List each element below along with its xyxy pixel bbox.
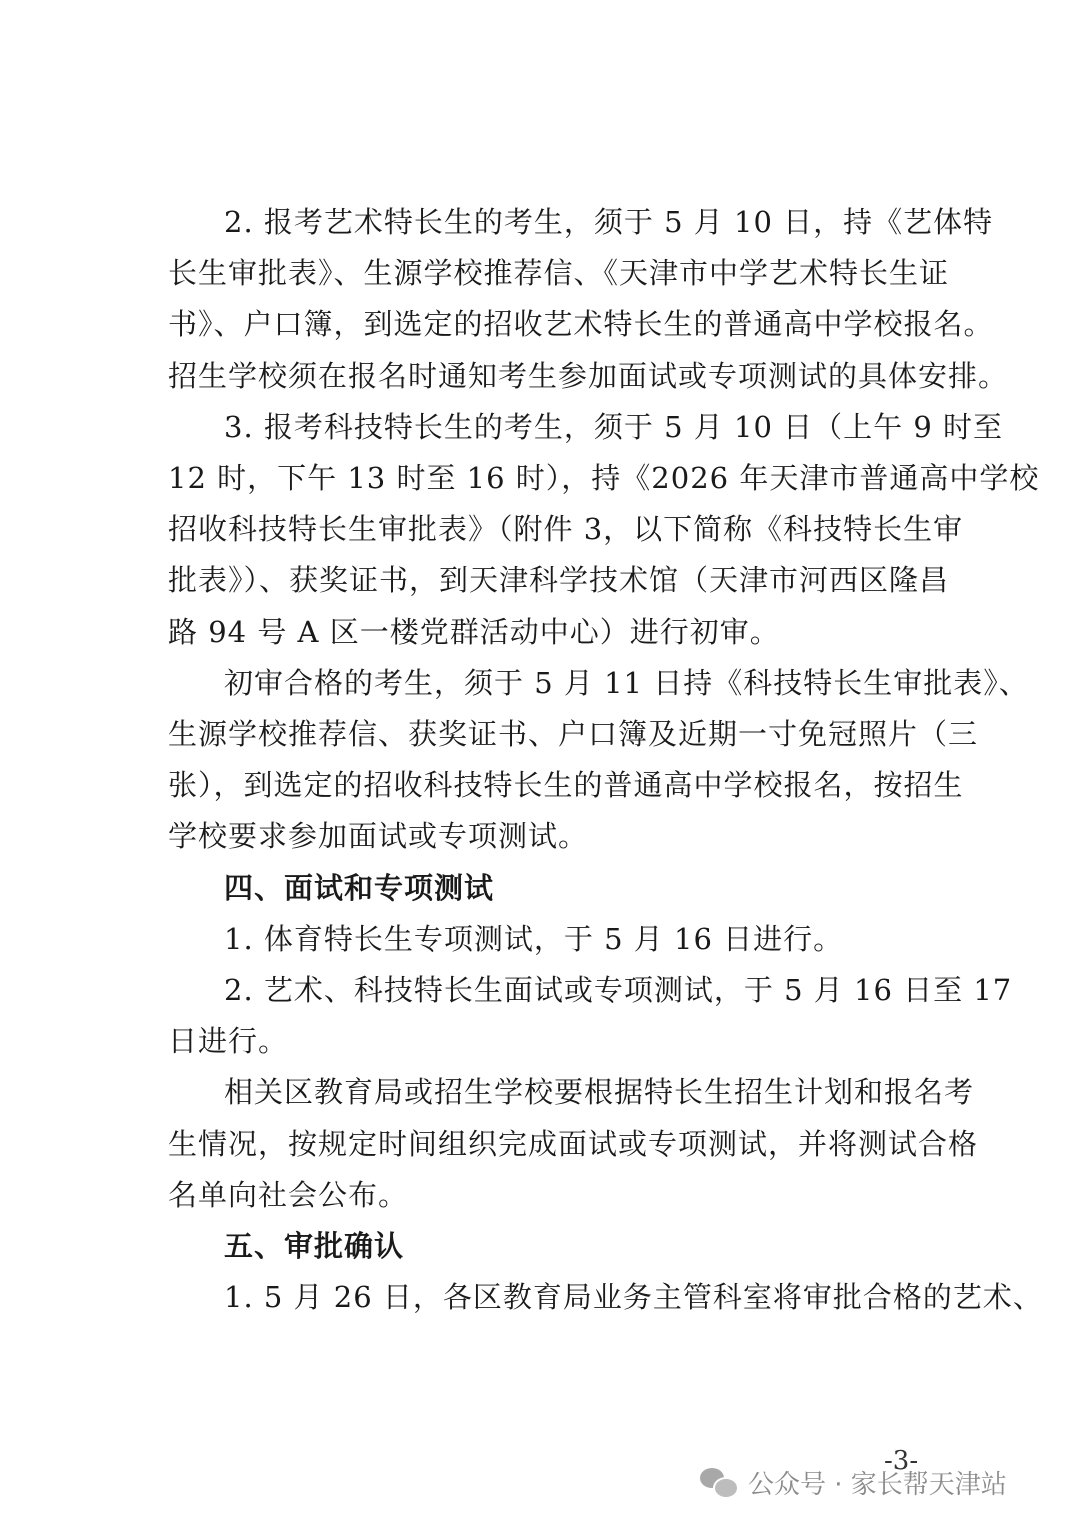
- text-line: 日进行。: [168, 1024, 289, 1059]
- text-line: 12 时，下午 13 时至 16 时），持《2026 年天津市普通高中学校: [168, 461, 1040, 495]
- watermark-text: 公众号 · 家长帮天津站: [748, 1469, 1007, 1500]
- text-line: 张），到选定的招收科技特长生的普通高中学校报名，按招生: [168, 768, 964, 803]
- text-line: 生源学校推荐信、获奖证书、户口簿及近期一寸免冠照片（三: [168, 717, 979, 751]
- section-heading: 四、面试和专项测试: [224, 870, 495, 905]
- text-line: 招收科技特长生审批表》（附件 3，以下简称《科技特长生审: [168, 512, 964, 547]
- text-line: 招生学校须在报名时通知考生参加面试或专项测试的具体安排。: [168, 358, 1009, 393]
- page-number: -3-: [884, 1446, 919, 1476]
- text-line: 初审合格的考生，须于 5 月 11 日持《科技特长生审批表》、: [224, 665, 1029, 700]
- text-line: 生情况，按规定时间组织完成面试或专项测试，并将测试合格: [168, 1126, 979, 1161]
- text-line: 路 94 号 A 区一楼党群活动中心）进行初审。: [168, 614, 780, 649]
- text-line: 名单向社会公布。: [168, 1177, 409, 1212]
- text-line: 1. 体育特长生专项测试，于 5 月 16 日进行。: [224, 921, 844, 956]
- text-line: 批表》）、获奖证书，到天津科学技术馆（天津市河西区隆昌: [168, 563, 950, 598]
- text-line: 2. 艺术、科技特长生面试或专项测试，于 5 月 16 日至 17: [224, 973, 1013, 1007]
- text-line: 3. 报考科技特长生的考生，须于 5 月 10 日（上午 9 时至: [224, 409, 1004, 444]
- watermark: [700, 1460, 1007, 1504]
- text-line: 相关区教育局或招生学校要根据特长生招生计划和报名考: [224, 1075, 975, 1110]
- text-line: 书》、户口簿，到选定的招收艺术特长生的普通高中学校报名。: [168, 307, 994, 342]
- wechat-icon: [700, 1466, 738, 1498]
- text-line: 1. 5 月 26 日，各区教育局业务主管科室将审批合格的艺术、: [224, 1280, 1043, 1315]
- text-line: 2. 报考艺术特长生的考生，须于 5 月 10 日，持《艺体特: [224, 205, 994, 239]
- section-heading: 五、审批确认: [224, 1229, 405, 1263]
- text-line: 长生审批表》、生源学校推荐信、《天津市中学艺术特长生证: [168, 256, 950, 291]
- text-line: 学校要求参加面试或专项测试。: [168, 819, 589, 854]
